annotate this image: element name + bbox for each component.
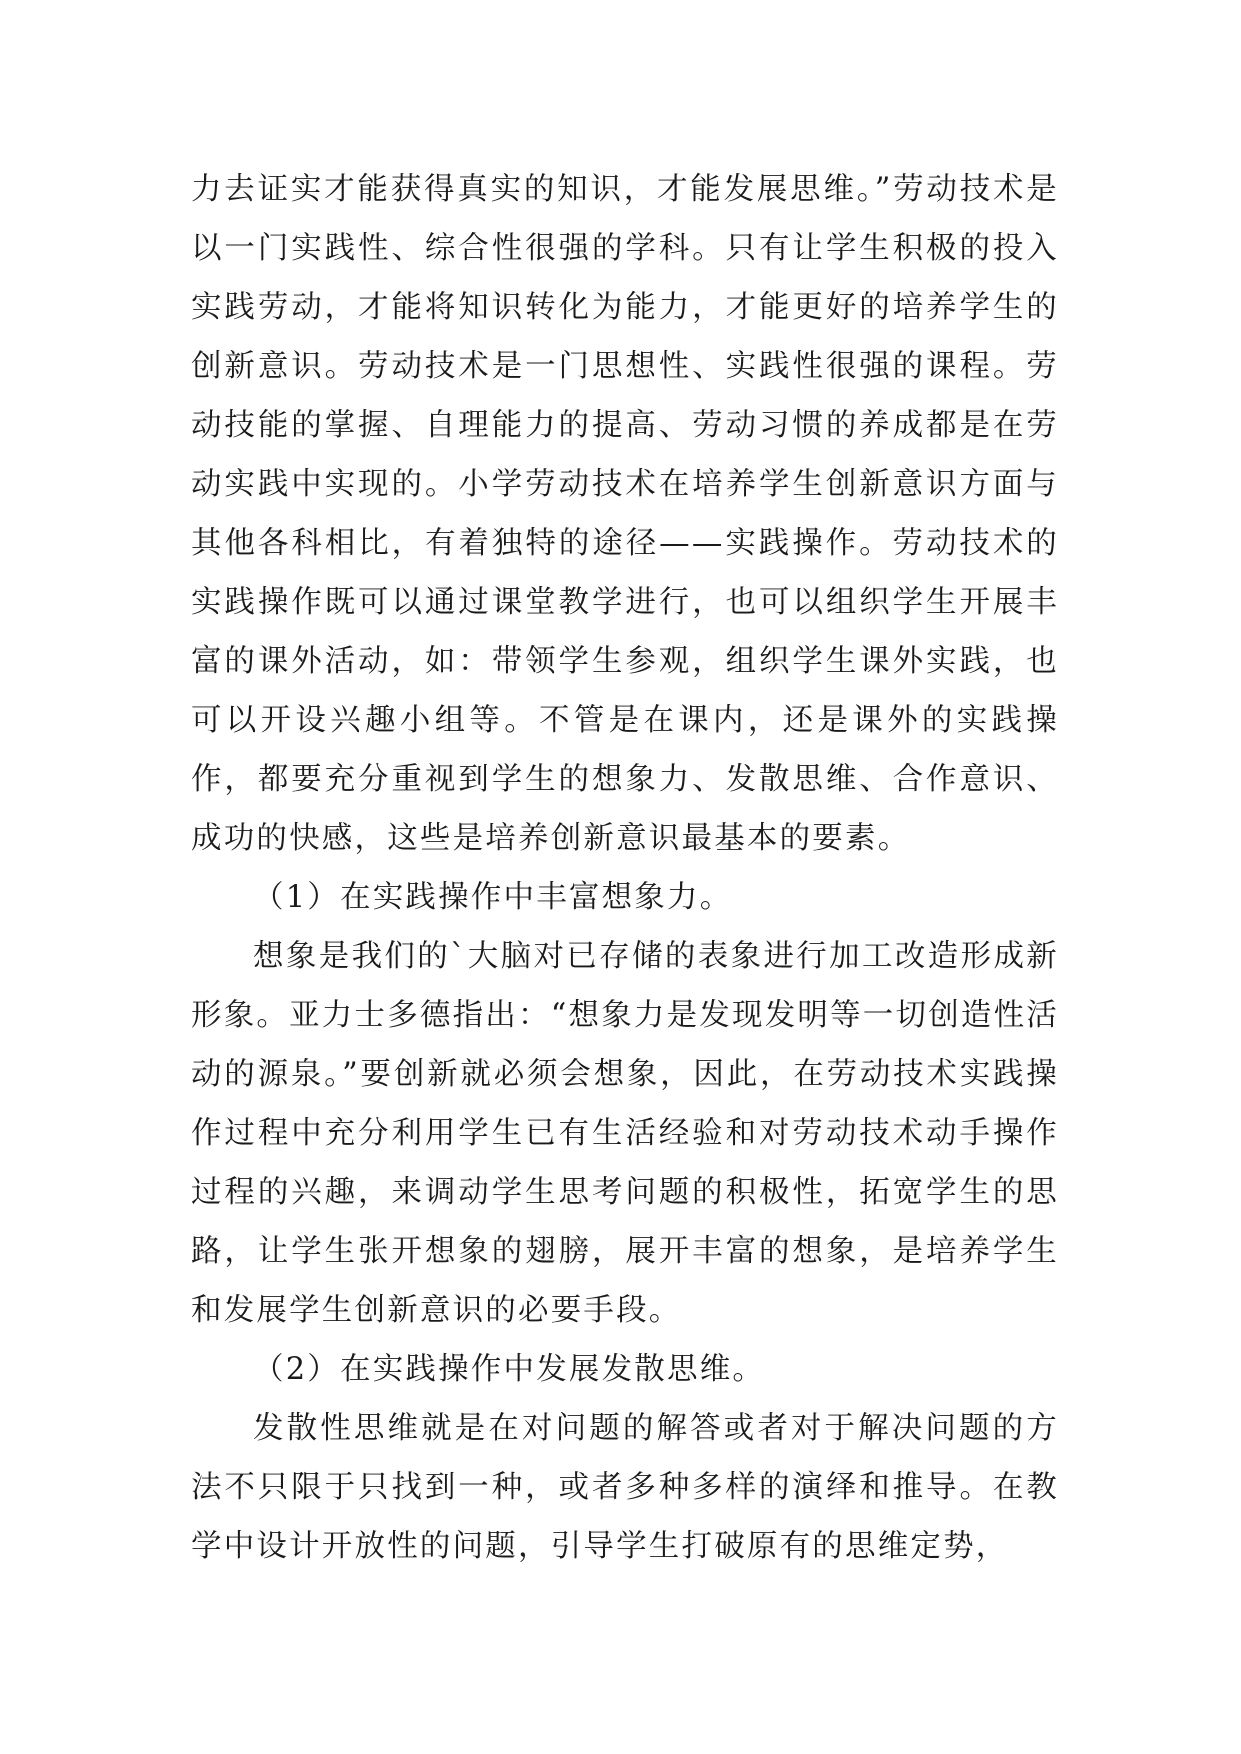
paragraph-continuation: 力去证实才能获得真实的知识，才能发展思维。”劳动技术是以一门实践性、综合性很强的学科。只有让学生积极的投入实践劳动，才能将知识转化为能力，才能更好的培养学生的创新意识。劳动技术是一门思想性、实践性很强的课程。劳动技能的掌握、自理能力的提高、劳动习惯的养成都是在劳动实践中实现的。小学劳动技术在培养学生创新意识方面与其他各科相比，有着独特的途径——实践操作。劳动技术的实践操作既可以通过课堂教学进行，也可以组织学生开展丰富的课外活动，如：带领学生参观，组织学生课外实践，也可以开设兴趣小组等。不管是在课内，还是课外的实践操作，都要充分重视到学生的想象力、发散思维、合作意识、成功的快感，这些是培养创新意识最基本的要素。 — [191, 172, 1059, 856]
document-body — [191, 160, 1059, 1576]
section-heading-imagination: （1）在实践操作中丰富想象力。 — [253, 880, 733, 915]
section-heading-divergent-thinking: （2）在实践操作中发展发散思维。 — [253, 1352, 766, 1387]
paragraph-divergent-thinking: 发散性思维就是在对问题的解答或者对于解决问题的方法不只限于只找到一种，或者多种多样的演绎和推导。在教学中设计开放性的问题，引导学生打破原有的思维定势， — [191, 1411, 1059, 1564]
paragraph-imagination: 想象是我们的`大脑对已存储的表象进行加工改造形成新形象。亚力士多德指出：“想象力是发现发明等一切创造性活动的源泉。”要创新就必须会想象，因此，在劳动技术实践操作过程中充分利用学生已有生活经验和对劳动技术动手操作过程的兴趣，来调动学生思考问题的积极性，拓宽学生的思路，让学生张开想象的翅膀，展开丰富的想象，是培养学生和发展学生创新意识的必要手段。 — [191, 939, 1059, 1328]
